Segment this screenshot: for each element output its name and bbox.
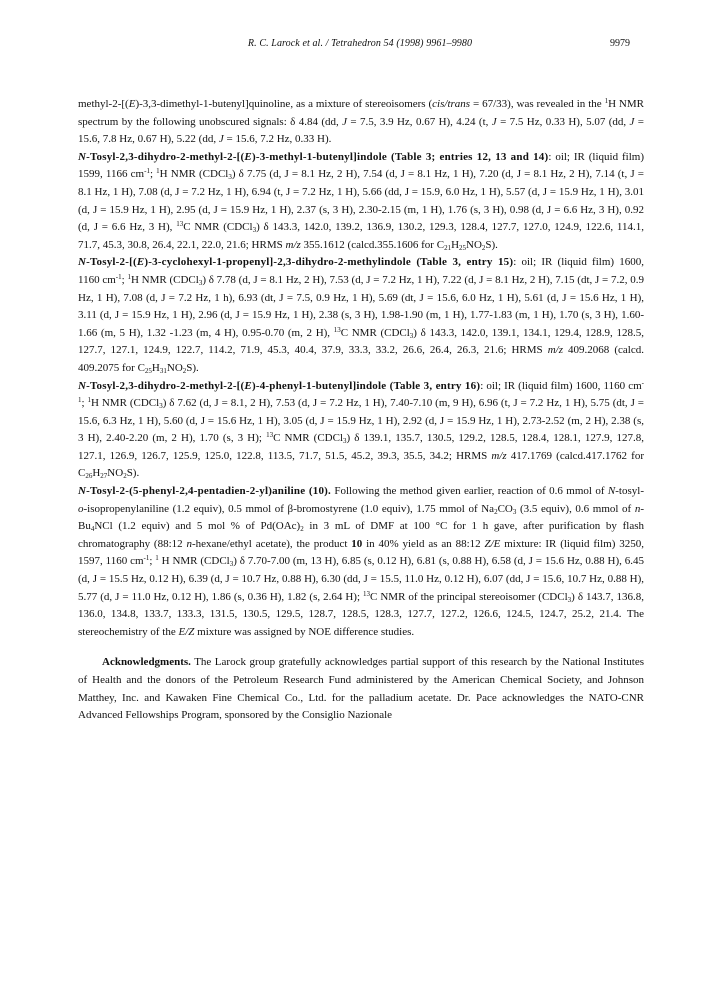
compound-title: N-Tosyl-2-[(E)-3-cyclohexyl-1-propenyl]-2,3-dihydro-2-methylindole (Table 3, entry 15) — [78, 256, 514, 269]
compound-title: N-Tosyl-2,3-dihydro-2-methyl-2-[(E)-4-phenyl-1-butenyl]indole (Table 3, entry 16) — [78, 379, 481, 392]
paragraph-compound-cyclohexylpropenyl: N-Tosyl-2-[(E)-3-cyclohexyl-1-propenyl]-2,3-dihydro-2-methylindole (Table 3, entry 15): oil; IR (liquid film) 1600, 1160 $cm^{-1}$; $^1$H NMR (CDCl$_3$) δ 7.78 (d, J = 8.1 Hz, 2 H), 7.53 (d, J = 7.2 Hz, 1 H), 7.22 (d, J = 8.1 Hz, 2 H), 7.15 (dt, J = 7.2, 0.9 Hz, 1 H), 7.08 (d, J = 7.2 Hz, 1 h), 6.93 (dt, J = 7.5, 0.9 Hz, 1 H), 5.69 (dt, J = 15.6, 6.0 Hz, 1 H), 5.61 (d, J = 15.6 Hz, 1 H), 3.11 (d, J = 15.9 Hz, 1 H), 2.96 (d, J = 15.9 Hz, 1 H), 2.38 (s, 3 H), 1.98-1.90 (m, 1 H), 1.77-1.83 (m, 1 H), 1.70 (s, 3 H), 1.60-1.66 (m, 5 H), 1.32 -1.23 (m, 4 H), 0.95-0.70 (m, 2 H), $^{13}$C NMR (CDCl$_3$) δ 143.3, 142.0, 139.1, 134.1, 129.4, 128.9, 128.5, 127.7, 127.1, 124.9, 122.7, 114.2, 71.9, 45.3, 40.4, 37.9, 33.3, 33.2, 26.6, 26.4, 26.3, 21.6; HRMS m/z 409.2068 (calcd. 409.2075 for $C_{25}H_{31}NO_2S$). — [78, 256, 645, 375]
acknowledgments-heading: Acknowledgments. — [102, 656, 191, 669]
acknowledgments-text: The Larock group gratefully acknowledges partial support of this research by the National Institutes of Health and the donors of the Petroleum Research Fund administered by the American Chemical Society, and Johnson Matthey, Inc. and Kawaken Fine Chemical Co., Ltd. for the palladium acetate. Dr. Pace acknowledges the NATO-CNR Advanced Fellowships Program, sponsored by the Consiglio Nazionale — [78, 656, 644, 722]
page-number: 9979 — [610, 38, 630, 49]
compound-title: N-Tosyl-2,3-dihydro-2-methyl-2-[(E)-3-methyl-1-butenyl]indole (Table 3; entries 12, 13 and 14) — [78, 150, 549, 163]
article-body — [78, 96, 644, 725]
paragraph-quinoline-continued: methyl-2-[(E)-3,3-dimethyl-1-butenyl]quinoline, as a mixture of stereoisomers (cis/trans = 67/33), was revealed in the $^1$H NMR spectrum by the following unobscured signals: δ 4.84 (dd, J = 7.5, 3.9 Hz, 0.67 H), 4.24 (t, J = 7.5 Hz, 0.33 H), 5.07 (dd, J = 15.6, 7.8 Hz, 0.67 H), 5.22 (dd, J = 15.6, 7.2 Hz, 0.33 H). — [78, 97, 645, 146]
paragraph-compound-phenylbutenyl: N-Tosyl-2,3-dihydro-2-methyl-2-[(E)-4-phenyl-1-butenyl]indole (Table 3, entry 16): oil; IR (liquid film) 1600, 1160 $cm^{-1}$; $^1$H NMR (CDCl$_3$) δ 7.62 (d, J = 8.1, 2 H), 7.53 (d, J = 7.2 Hz, 1 H), 7.40-7.10 (m, 9 H), 6.96 (t, J = 7.2 Hz, 1 H), 5.75 (dt, J = 15.6, 6.3 Hz, 1 H), 5.60 (d, J = 15.6 Hz, 1 H), 3.05 (d, J = 15.9 Hz, 1 H), 2.92 (d, J = 15.9 Hz, 1 H), 2.73-2.52 (m, 2 H), 2.38 (s, 3 H), 2.40-2.20 (m, 2 H), 1.70 (s, 3 H); $^{13}$C NMR (CDCl$_3$) δ 139.1, 135.7, 130.5, 129.2, 128.5, 128.4, 128.1, 127.9, 127.8, 127.1, 126.9, 126.7, 125.9, 125.0, 122.8, 113.5, 71.7, 51.5, 45.2, 39.3, 35.5, 34.2; HRMS m/z 417.1769 (calcd.417.1762 for $C_{26}H_{27}NO_2S$). — [78, 378, 645, 481]
compound-title: N-Tosyl-2-(5-phenyl-2,4-pentadien-2-yl)aniline (10). — [78, 485, 331, 498]
paragraph-compound-pentadienyl-aniline: N-Tosyl-2-(5-phenyl-2,4-pentadien-2-yl)aniline (10). Following the method given earlier, reaction of 0.6 mmol of N-tosyl-o-isopropenylaniline (1.2 equiv), 0.5 mmol of β-bromostyrene (1.0 equiv), 1.75 mmol of $Na_2CO_3$ (3.5 equiv), 0.6 mmol of $n-Bu_4NCl$ (1.2 equiv) and 5 mol % of $Pd(OAc)_2$ in 3 mL of DMF at 100 °C for 1 h gave, after purification by flash chromatography (88:12 n-hexane/ethyl acetate), the product 10 in 40% yield as an 88:12 Z/E mixture: IR (liquid film) 3250, 1597, 1160 $cm^{-1}$; $^1$ H NMR (CDCl$_3$) δ 7.70-7.00 (m, 13 H), 6.85 (s, 0.12 H), 6.81 (s, 0.88 H), 6.58 (d, J = 15.6 Hz, 0.88 H), 6.45 (d, J = 15.5 Hz, 0.12 H), 6.39 (d, J = 10.7 Hz, 0.88 H), 6.30 (dd, J = 15.5, 11.0 Hz, 0.12 H), 6.07 (dd, J = 15.6, 10.7 Hz, 0.88 H), 5.77 (d, J = 11.0 Hz, 0.12 H), 1.86 (s, 0.36 H), 1.82 (s, 2.64 H); $^{13}$C NMR of the principal stereoisomer (CDCl$_3$) δ 143.7, 136.8, 136.0, 134.8, 133.7, 133.3, 131.5, 130.5, 129.5, 128.7, 128.5, 128.3, 127.7, 127.2, 126.6, 124.5, 124.7, 25.2, 21.4. The stereochemistry of the E/Z mixture was assigned by NOE difference studies. — [78, 485, 645, 638]
running-head-text: R. C. Larock et al. / Tetrahedron 54 (1998) 9961–9980 — [247, 38, 473, 49]
paragraph-compound-methylbutenyl: N-Tosyl-2,3-dihydro-2-methyl-2-[(E)-3-methyl-1-butenyl]indole (Table 3; entries 12, 13 and 14): oil; IR (liquid film) 1599, 1166 $cm^{-1}$; $^1$H NMR (CDCl$_3$) δ 7.75 (d, J = 8.1 Hz, 2 H), 7.54 (d, J = 8.1 Hz, 1 H), 7.20 (d, J = 8.1 Hz, 2 H), 7.14 (t, J = 8.1 Hz, 1 H), 7.08 (d, J = 7.2 Hz, 1 H), 6.94 (t, J = 7.2 Hz, 1 H), 5.66 (dd, J = 15.9, 6.0 Hz, 1 H), 5.57 (d, J = 15.9 Hz, 1 H), 3.01 (d, J = 15.9 Hz, 1 H), 2.95 (d, J = 15.9 Hz, 1 H), 2.37 (s, 3 H), 2.30-2.15 (m, 1 H), 1.76 (s, 3 H), 0.98 (d, J = 6.6 Hz, 3 H), 0.92 (d, J = 6.6 Hz, 3 H), $^{13}$C NMR (CDCl$_3$) δ 143.3, 142.0, 139.2, 136.9, 130.2, 129.3, 128.4, 127.7, 127.0, 124.9, 122.6, 114.1, 71.7, 45.3, 30.8, 26.4, 22.1, 22.0, 21.6; HRMS m/z 355.1612 (calcd.355.1606 for $C_{21}H_{25}NO_2S$). — [78, 150, 645, 252]
acknowledgments-paragraph — [78, 654, 644, 724]
